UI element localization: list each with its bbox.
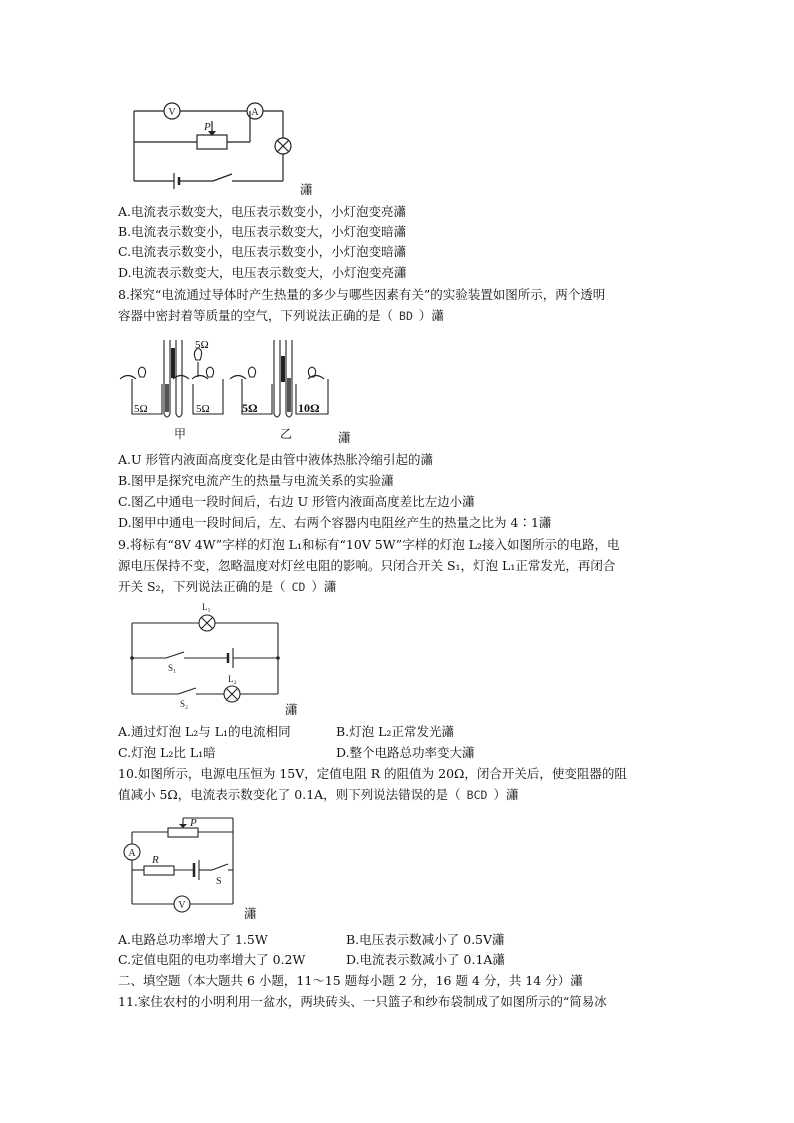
q8-option-d: D.图甲中通电一段时间后，左、右两个容器内电阻丝产生的热量之比为 4∶1瀟 bbox=[118, 515, 552, 530]
q10-resistor-label: R bbox=[152, 854, 159, 866]
q8-stem-line1: 8.探究“电流通过导体时产生热量的多少与哪些因素有关”的实验装置如图所示，两个透明 bbox=[118, 287, 606, 302]
q7-option-b: B.电流表示数变小，电压表示数变大，小灯泡变暗瀟 bbox=[118, 224, 407, 239]
ammeter-label: A bbox=[251, 107, 259, 118]
q10-option-c: C.定值电阻的电功率增大了 0.2W bbox=[118, 952, 306, 967]
rheostat-symbol bbox=[168, 828, 198, 837]
q9-option-d: D.整个电路总功率变大瀟 bbox=[336, 745, 475, 760]
q8-stem-suffix: ）瀟 bbox=[418, 308, 444, 323]
q10-switch-label: S bbox=[216, 876, 222, 887]
q9-s2-label: S₂ bbox=[180, 699, 189, 709]
resistor-r-symbol bbox=[144, 866, 174, 875]
q10-stem-prefix: 值减小 5Ω，电流表示数变化了 0.1A，则下列说法错误的是（ bbox=[118, 787, 461, 802]
q8-r-left-yi-label: 5Ω bbox=[242, 401, 258, 415]
q9-answer: CD bbox=[291, 580, 306, 594]
q8-answer: BD bbox=[399, 309, 413, 323]
figure-mark: 瀟 bbox=[300, 182, 313, 197]
q8-r-top-label: 5Ω bbox=[195, 339, 209, 351]
q8-option-a: A.U 形管内液面高度变化是由管中液体热胀冷缩引起的瀟 bbox=[118, 452, 434, 467]
q9-stem-line2: 源电压保持不变，忽略温度对灯丝电阻的影响。只闭合开关 S₁，灯泡 L₁正常发光，再闭合 bbox=[118, 558, 616, 573]
q9-l1-label: L₁ bbox=[202, 602, 211, 612]
q9-l2-label: L₂ bbox=[228, 674, 237, 684]
q10-stem-line1: 10.如图所示，电源电压恒为 15V，定值电阻 R 的阻值为 20Ω，闭合开关后，使变阻器的阻 bbox=[118, 766, 627, 781]
q10-stem-suffix: ）瀟 bbox=[493, 787, 519, 802]
q9-stem-line1: 9.将标有“8V 4W”字样的灯泡 L₁和标有“10V 5W”字样的灯泡 L₂接入如图所示的电路，电 bbox=[118, 537, 620, 552]
q8-stem-line2 bbox=[118, 306, 444, 326]
figure-mark: 瀟 bbox=[244, 906, 257, 921]
q10-voltmeter-label: V bbox=[178, 900, 186, 911]
q8-heating-apparatus-figure bbox=[118, 334, 338, 444]
q7-circuit-diagram bbox=[120, 95, 300, 195]
q9-circuit-diagram bbox=[120, 598, 290, 708]
q8-caption-yi: 乙 bbox=[280, 427, 293, 441]
figure-mark: 瀟 bbox=[338, 430, 351, 445]
q9-option-b: B.灯泡 L₂正常发光瀟 bbox=[336, 724, 454, 739]
q8-option-c: C.图乙中通电一段时间后，右边 U 形管内液面高度差比左边小瀟 bbox=[118, 494, 475, 509]
q7-option-d: D.电流表示数变大，电压表示数变大，小灯泡变亮瀟 bbox=[118, 265, 407, 280]
q10-option-a: A.电路总功率增大了 1.5W bbox=[118, 932, 268, 947]
q9-s1-label: S₁ bbox=[168, 663, 177, 673]
q7-option-a: A.电流表示数变大，电压表示数变小，小灯泡变亮瀟 bbox=[118, 204, 407, 219]
q9-stem-line3 bbox=[118, 577, 336, 597]
q7-option-c: C.电流表示数变小，电压表示数变小，小灯泡变暗瀟 bbox=[118, 244, 407, 259]
q9-option-a: A.通过灯泡 L₂与 L₁的电流相同 bbox=[118, 724, 291, 739]
q11-stem-line1: 11.家住农村的小明利用一盆水，两块砖头、一只篮子和纱布袋制成了如图所示的“简易冰 bbox=[118, 994, 607, 1009]
q8-stem-prefix: 容器中密封着等质量的空气，下列说法正确的是（ bbox=[118, 308, 394, 323]
slider-label: P bbox=[204, 121, 211, 133]
figure-mark: 瀟 bbox=[285, 702, 298, 717]
q8-option-b: B.图甲是探究电流产生的热量与电流关系的实验瀟 bbox=[118, 473, 394, 488]
section2-title: 二、填空题（本大题共 6 小题，11～15 题每小题 2 分，16 题 4 分，共 14 分）瀟 bbox=[118, 973, 583, 988]
q9-option-c: C.灯泡 L₂比 L₁暗 bbox=[118, 745, 216, 760]
q10-option-b: B.电压表示数减小了 0.5V瀟 bbox=[346, 932, 505, 947]
q8-r-left-jia-label: 5Ω bbox=[134, 403, 148, 415]
q10-option-d: D.电流表示数减小了 0.1A瀟 bbox=[346, 952, 505, 967]
q10-circuit-diagram bbox=[118, 812, 243, 917]
q8-caption-jia: 甲 bbox=[174, 427, 187, 441]
q10-answer: BCD bbox=[466, 788, 488, 802]
q9-stem-prefix: 开关 S₂，下列说法正确的是（ bbox=[118, 579, 286, 594]
q8-r-right-yi-label: 10Ω bbox=[298, 401, 320, 415]
q10-stem-line2 bbox=[118, 785, 518, 805]
q10-slider-label: P bbox=[190, 817, 197, 829]
rheostat-symbol bbox=[197, 135, 227, 149]
q8-r-right-jia-label: 5Ω bbox=[196, 403, 210, 415]
voltmeter-label: V bbox=[168, 107, 176, 118]
q9-stem-suffix: ）瀟 bbox=[311, 579, 337, 594]
q10-ammeter-label: A bbox=[128, 848, 136, 859]
